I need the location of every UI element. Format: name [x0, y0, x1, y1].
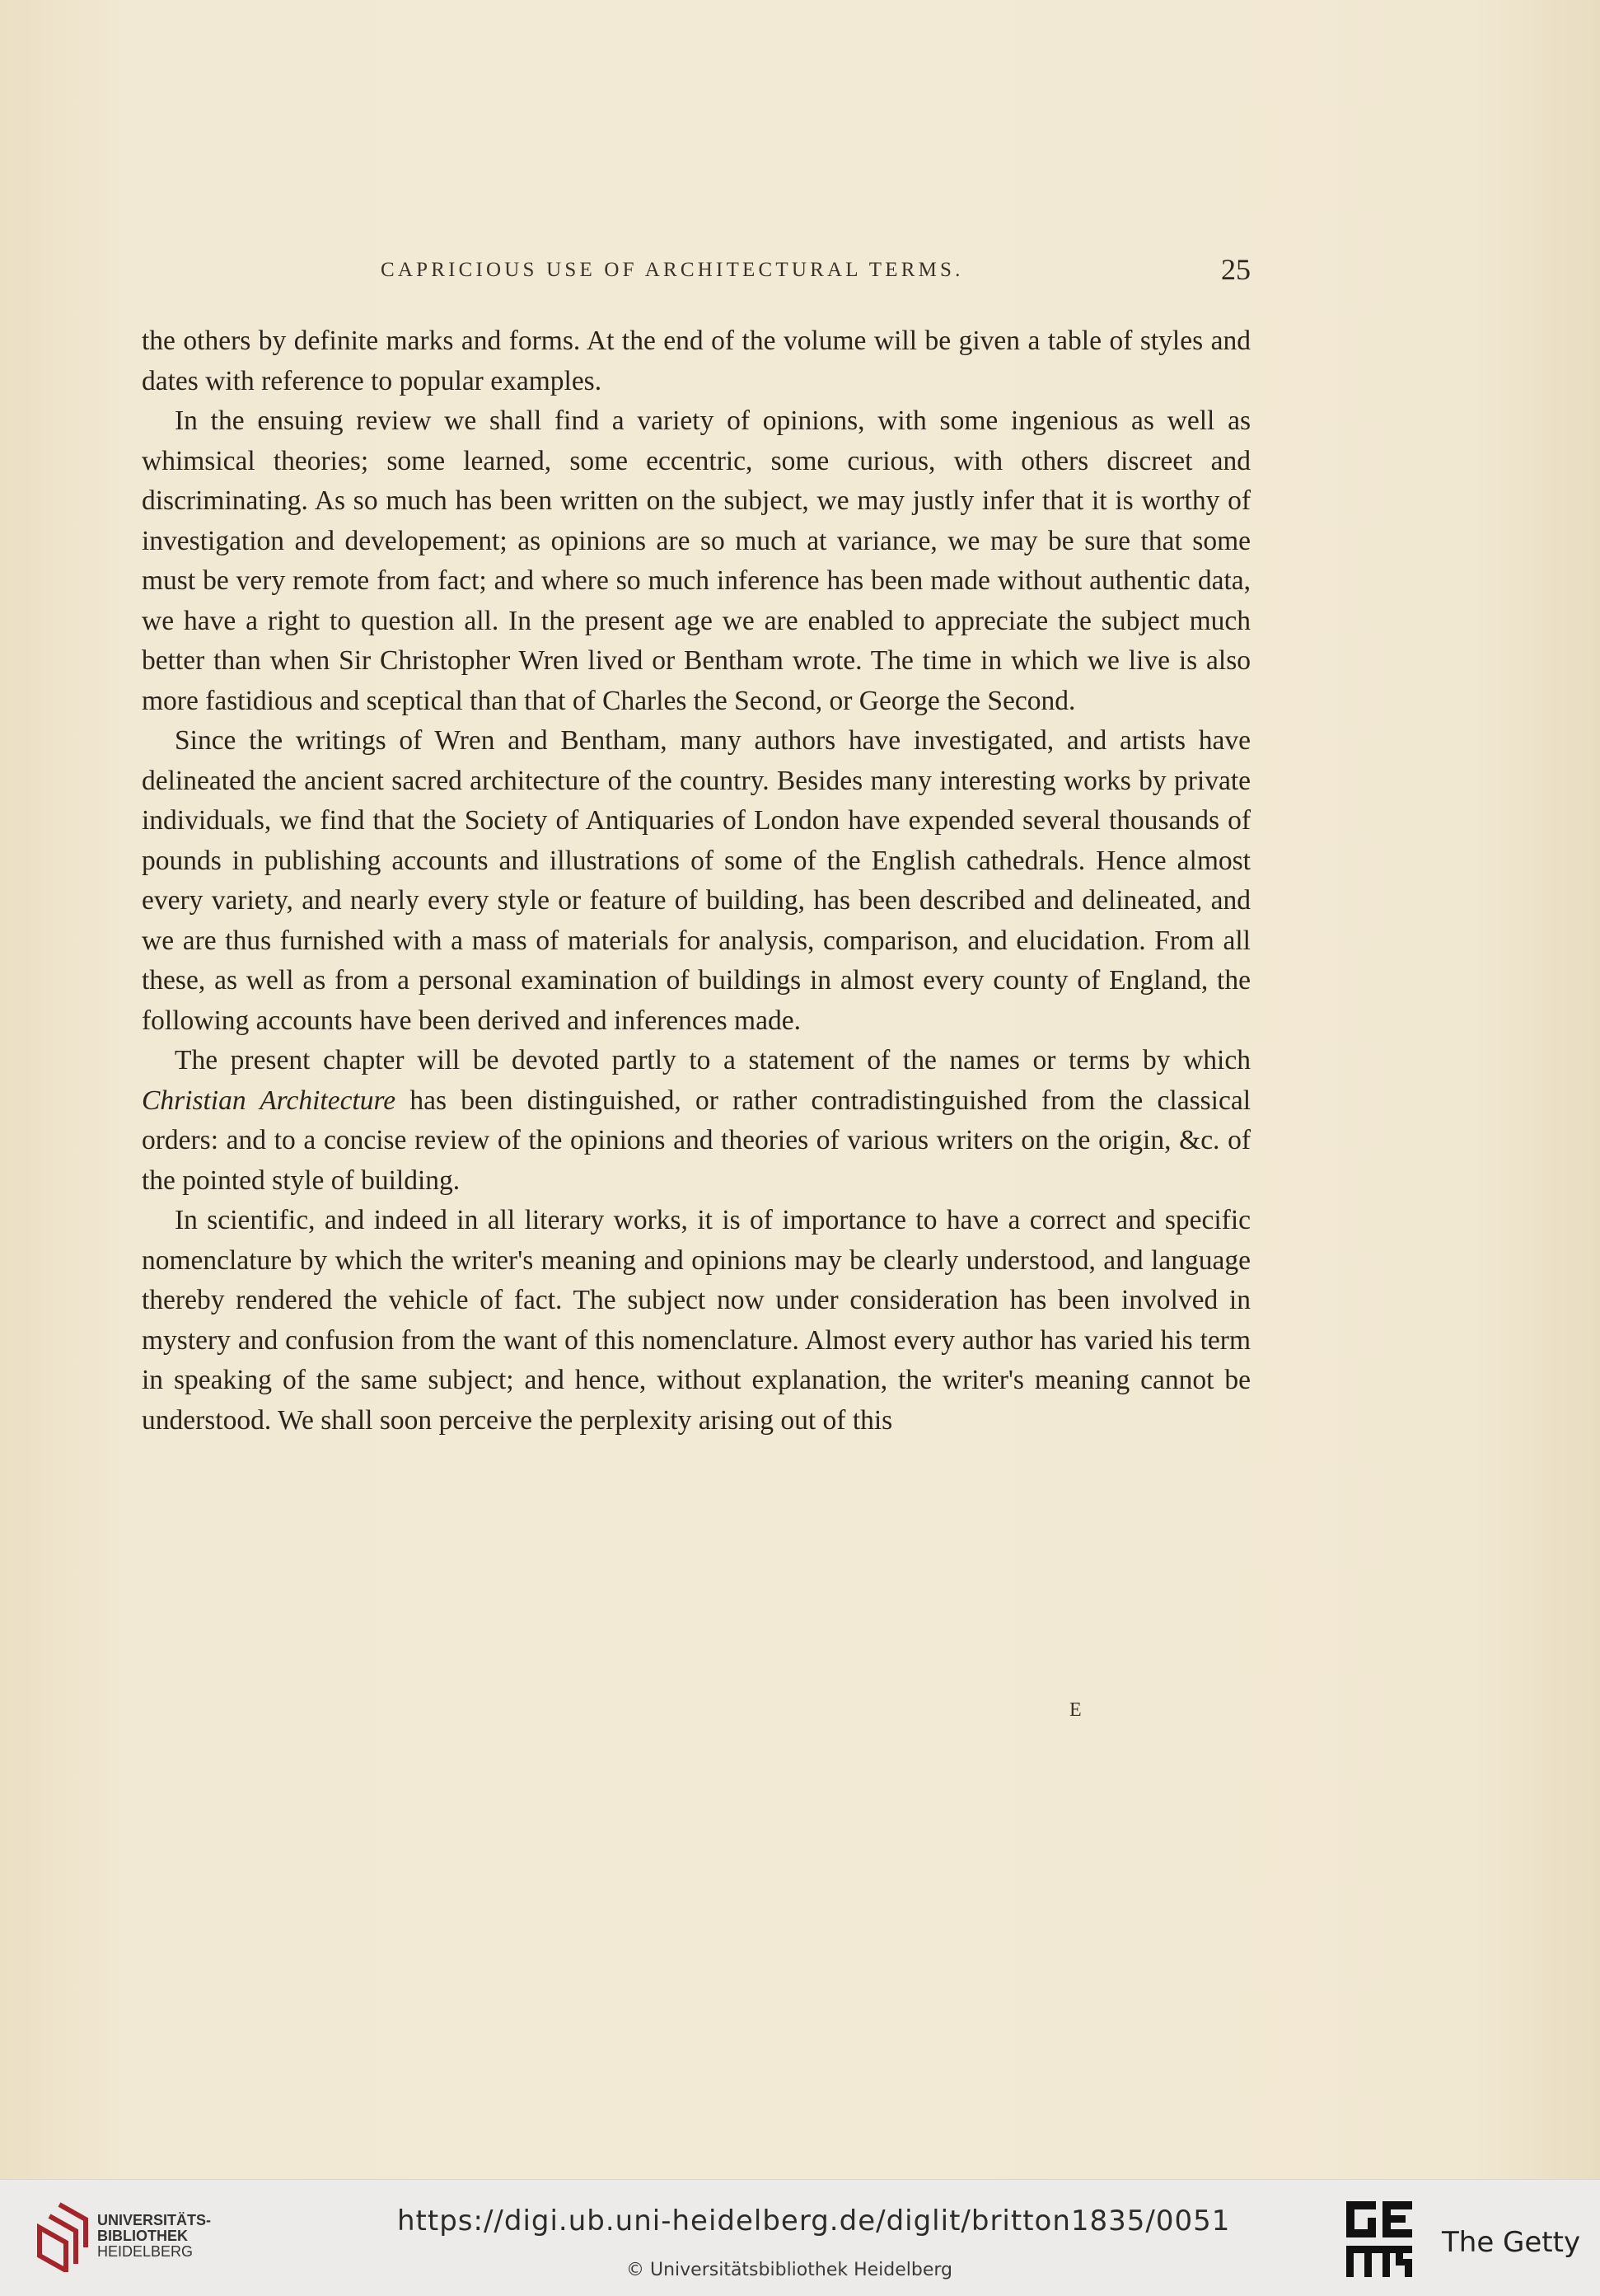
paragraph-5: In scientific, and indeed in all literary works, it is of importance to have a correct and specific nomenclature by which the writer's meaning and opinions may be clearly understood, and language thereby rendered the vehicle of fact. The subject now under consideration has been involved in mystery and confusion from the want of this nomenclature. Almost every author has varied his term in speaking of the same subject; and hence, without explanation, the writer's meaning cannot be understood. We shall soon perceive the perplexity arising out of this [142, 1205, 1251, 1436]
partner-name: The Getty [1442, 2226, 1581, 2259]
running-head [142, 252, 1251, 293]
library-name-line-3: HEIDELBERG [97, 2243, 194, 2260]
signature-mark: E [1069, 1699, 1082, 1721]
library-name [97, 2213, 211, 2260]
paragraph-4 [142, 1041, 1251, 1201]
paragraph-2: In the ensuing review we shall find a variety of opinions, with some ingenious as well as whimsical theories; some learned, some eccentric, some curious, with others discreet and discriminating. As so much has been written on the subject, we may justly infer that it is worthy of investigation and developement; as opinions are so much at variance, we may be sure that some must be very remote from fact; and where so much inference has been made without authentic data, we have a right to question all. In the present age we are enabled to appreciate the subject much better than when Sir Christopher Wren lived or Bentham wrote. The time in which we live is also more fastidious and sceptical than that of Charles the Second, or George the Second. [142, 405, 1251, 716]
getty-logo-icon [1345, 2200, 1414, 2280]
paragraph-4-part-2: has been distinguished, or rather contradistinguished from the classical orders: and to a concise review of the opinions and theories of various writers on the origin, &c. of the pointed style of building. [142, 1085, 1251, 1196]
ub-heidelberg-logo-icon [35, 2196, 92, 2272]
paragraph-3: Since the writings of Wren and Bentham, many authors have investigated, and artists have delineated the ancient sacred architecture of the country. Besides many interesting works by private individuals, we find that the Society of Antiquaries of London have expended several thousands of pounds in publishing accounts and illustrations of some of the English cathedrals. Hence almost every variety, and nearly every style or feature of building, has been described and delineated, and we are thus furnished with a mass of materials for analysis, comparison, and elucidation. From all these, as well as from a personal examination of buildings in almost every county of England, the following accounts have been derived and inferences made. [142, 725, 1251, 1036]
library-name-line-1: UNIVERSITÄTS- [97, 2212, 212, 2228]
copyright-notice: © Universitätsbibliothek Heidelberg [626, 2260, 953, 2280]
running-title: CAPRICIOUS USE OF ARCHITECTURAL TERMS. [381, 259, 964, 281]
permalink-url[interactable]: https://digi.ub.uni-heidelberg.de/diglit/britton1835/0051 [397, 2205, 1231, 2237]
page-number: 25 [1221, 253, 1251, 286]
paragraph-1: the others by definite marks and forms. At the end of the volume will be given a table of styles and dates with reference to popular examples. [142, 326, 1251, 396]
paragraph-4-part-1: The present chapter will be devoted partly to a statement of the names or terms by which [175, 1045, 1251, 1075]
paragraph-4-italic: Christian Architecture [142, 1085, 396, 1116]
viewer-footer [0, 2179, 1600, 2296]
library-name-line-2: BIBLIOTHEK [97, 2228, 188, 2244]
body-text [142, 321, 1251, 1441]
